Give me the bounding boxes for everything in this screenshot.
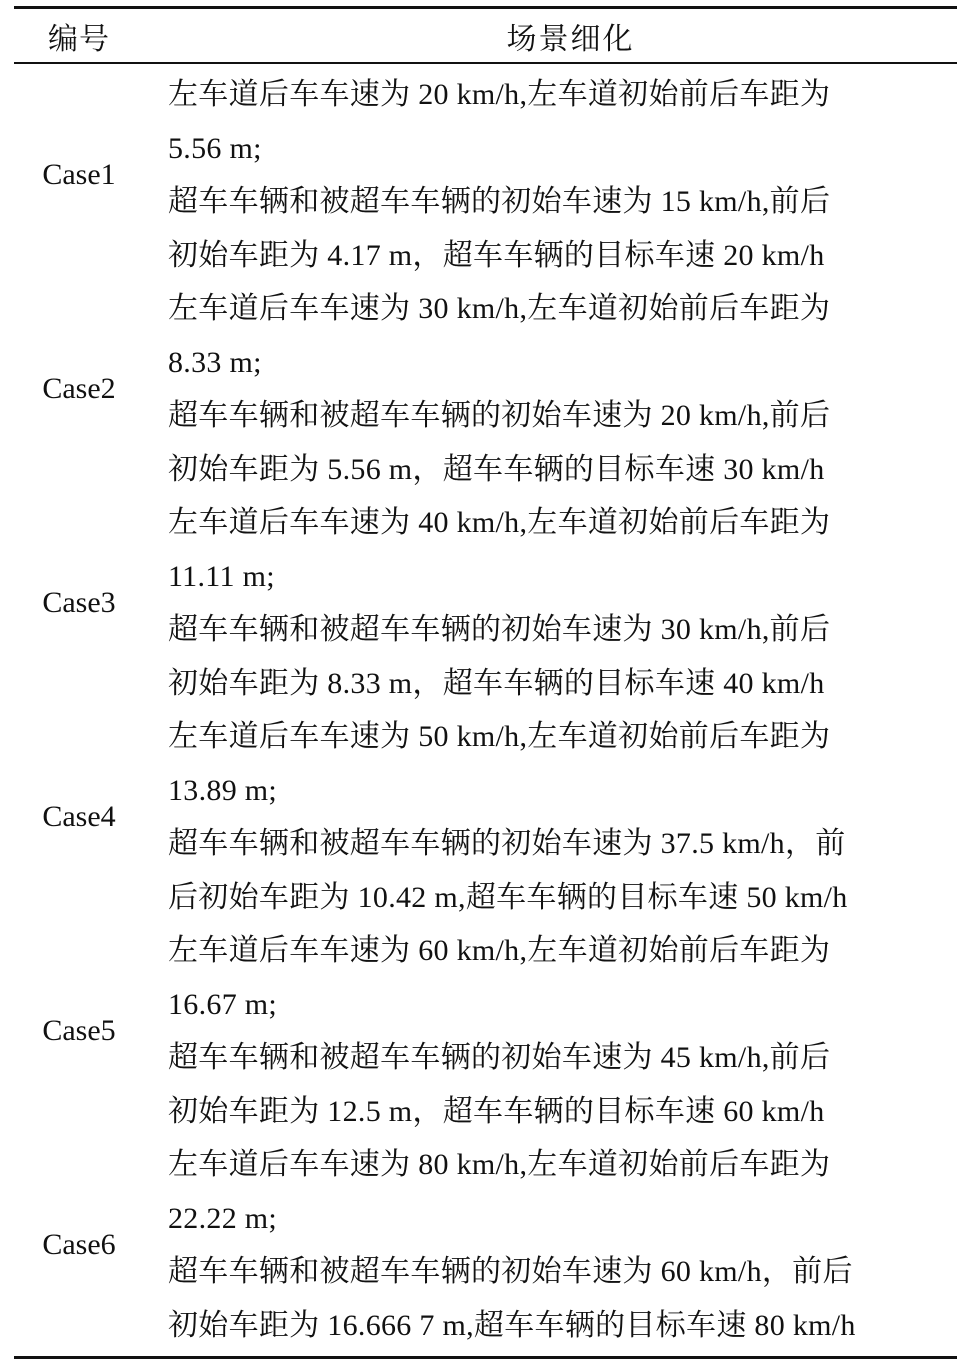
case-line: 22.22 m; (168, 1201, 278, 1235)
case-description (144, 496, 957, 710)
case-description (144, 924, 957, 1138)
header-description: 场景细化 (506, 22, 635, 56)
table-body (14, 64, 957, 1356)
case-line: 11.11 m; (168, 559, 275, 593)
table-row-case6 (14, 1138, 957, 1352)
case-line: 超车车辆和被超车车辆的初始车速为 20 km/h,前后 (168, 399, 831, 432)
case-line: 16.67 m; (168, 987, 278, 1021)
header-id: 编号 (48, 22, 110, 56)
case-id: Case1 (42, 158, 116, 191)
case-line: 左车道后车车速为 50 km/h,左车道初始前后车距为 (168, 720, 831, 753)
case-description (144, 282, 957, 496)
case-line: 超车车辆和被超车车辆的初始车速为 45 km/h,前后 (168, 1041, 831, 1074)
case-line: 左车道后车车速为 40 km/h,左车道初始前后车距为 (168, 506, 831, 539)
case-line: 超车车辆和被超车车辆的初始车速为 15 km/h,前后 (168, 185, 831, 218)
case-line: 初始车距为 8.33 m，超车车辆的目标车速 40 km/h (168, 666, 825, 700)
case-line: 初始车距为 4.17 m，超车车辆的目标车速 20 km/h (168, 238, 825, 272)
case-line: 初始车距为 12.5 m，超车车辆的目标车速 60 km/h (168, 1094, 825, 1128)
case-line: 超车车辆和被超车车辆的初始车速为 60 km/h，前后 (168, 1255, 853, 1288)
scenario-table (14, 6, 957, 1359)
case-line: 13.89 m; (168, 773, 278, 807)
case-line: 5.56 m; (168, 131, 262, 165)
case-line: 左车道后车车速为 20 km/h,左车道初始前后车距为 (168, 78, 831, 111)
case-id: Case3 (42, 586, 116, 619)
case-id: Case5 (42, 1014, 116, 1047)
case-description (144, 710, 957, 924)
case-line: 左车道后车车速为 60 km/h,左车道初始前后车距为 (168, 934, 831, 967)
case-line: 超车车辆和被超车车辆的初始车速为 37.5 km/h，前 (168, 827, 846, 860)
table-row-case4 (14, 710, 957, 924)
table-row-case2 (14, 282, 957, 496)
table-row-case5 (14, 924, 957, 1138)
case-description (144, 1138, 957, 1352)
case-line: 8.33 m; (168, 345, 262, 379)
table-bottom-rule (14, 1356, 957, 1359)
case-line: 超车车辆和被超车车辆的初始车速为 30 km/h,前后 (168, 613, 831, 646)
case-description (144, 68, 957, 282)
case-line: 初始车距为 5.56 m，超车车辆的目标车速 30 km/h (168, 452, 825, 486)
case-id: Case4 (42, 800, 116, 833)
table-row-case1 (14, 68, 957, 282)
case-id: Case6 (42, 1228, 116, 1261)
case-line: 左车道后车车速为 80 km/h,左车道初始前后车距为 (168, 1148, 831, 1181)
table-header-row (14, 9, 957, 62)
case-line: 初始车距为 16.666 7 m,超车车辆的目标车速 80 km/h (168, 1308, 856, 1342)
case-line: 后初始车距为 10.42 m,超车车辆的目标车速 50 km/h (168, 880, 848, 914)
case-id: Case2 (42, 372, 116, 405)
case-line: 左车道后车车速为 30 km/h,左车道初始前后车距为 (168, 292, 831, 325)
table-row-case3 (14, 496, 957, 710)
